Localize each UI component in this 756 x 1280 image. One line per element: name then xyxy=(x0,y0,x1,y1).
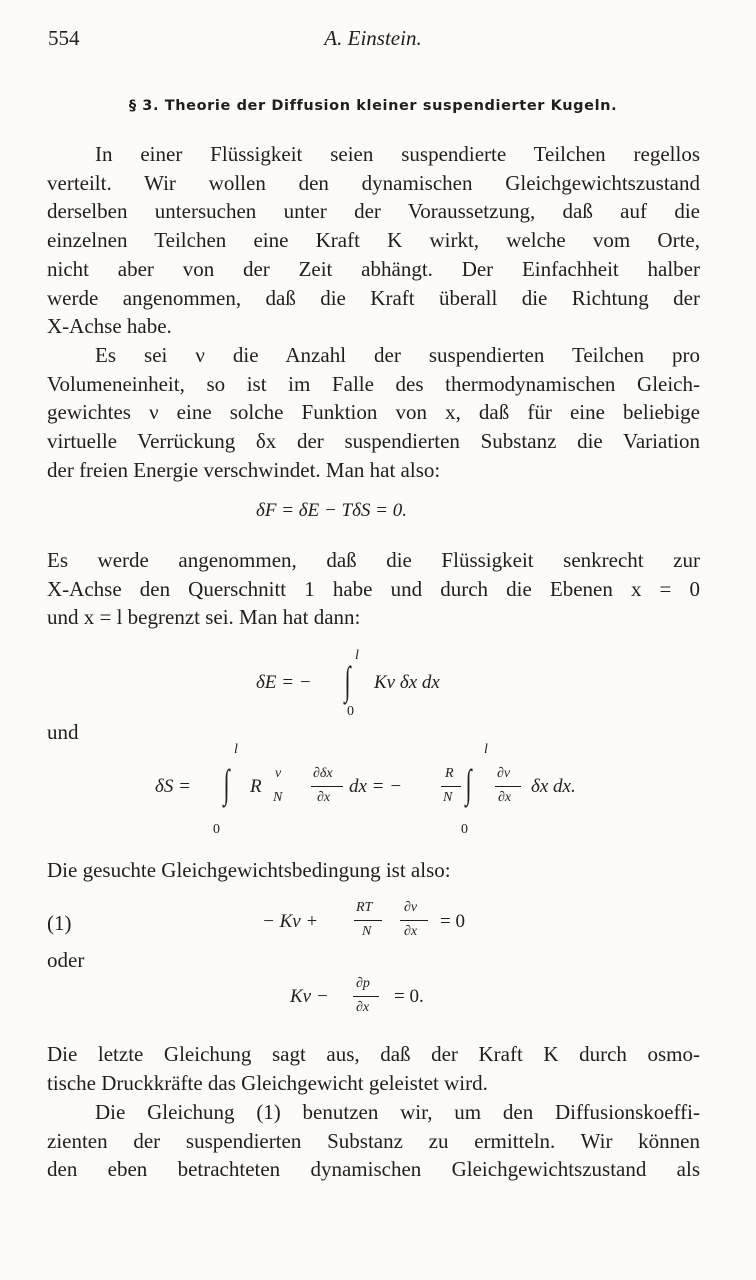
integral-lower-limit: 0 xyxy=(213,822,220,837)
fraction-numerator: RT xyxy=(356,900,373,915)
fraction-numerator: ∂ν xyxy=(497,766,511,781)
fraction-numerator: ∂p xyxy=(356,976,370,991)
paragraph-4: Die gesuchte Gleichgewichtsbedingung ist also: xyxy=(47,858,451,882)
equation-rhs: = 0. xyxy=(394,986,424,1007)
paragraph-3 xyxy=(47,546,700,632)
paragraph-6 xyxy=(47,1098,700,1184)
fraction-denominator: N xyxy=(362,924,372,939)
text-line: verteilt. Wir wollen den dynamischen Gleichgewichtszustand xyxy=(47,170,700,195)
integral-sign: ∫ xyxy=(344,658,351,703)
equation-2 xyxy=(290,976,470,1026)
integral-lower-limit: 0 xyxy=(347,704,354,719)
fraction-numerator: ν xyxy=(275,766,282,781)
fraction-denominator: ∂x xyxy=(404,924,418,939)
und-label: und xyxy=(47,720,79,744)
fraction-numerator: ∂ν xyxy=(404,900,418,915)
fraction-denominator: ∂x xyxy=(317,790,331,805)
integral-upper-limit: l xyxy=(355,648,359,663)
differential: dx = − xyxy=(349,776,403,797)
oder-label: oder xyxy=(47,948,85,972)
text-line: einzelnen Teilchen eine Kraft K wirkt, welche vom Orte, xyxy=(47,228,700,253)
equation-free-energy: δF = δE − TδS = 0. xyxy=(256,500,407,521)
equation-1 xyxy=(262,900,502,950)
running-head: A. Einstein. xyxy=(324,26,422,50)
equation-lhs: Kν − xyxy=(290,986,329,1007)
integral-upper-limit: l xyxy=(234,742,238,757)
text-line: nicht aber von der Zeit abhängt. Der Einfachheit halber xyxy=(47,256,700,281)
constant-r: R xyxy=(250,776,262,797)
fraction-denominator: ∂x xyxy=(498,790,512,805)
text-line: Es sei ν die Anzahl der suspendierten Teilchen pro xyxy=(95,343,700,367)
paragraph-1 xyxy=(47,140,700,341)
page-number: 554 xyxy=(48,26,80,50)
integral-sign: ∫ xyxy=(223,761,230,806)
text-line: X-Achse den Querschnitt 1 habe und durch die Ebenen x = 0 xyxy=(47,576,700,601)
fraction-bar xyxy=(353,996,379,997)
fraction-numerator: R xyxy=(445,766,454,781)
equation-lhs: − Kν + xyxy=(262,911,319,932)
equation-number: (1) xyxy=(47,911,72,935)
equation-rhs: = 0 xyxy=(440,911,465,932)
text-line: gewichtes ν eine solche Funktion von x, daß für eine beliebige xyxy=(47,400,700,425)
equation-lhs: δS = xyxy=(155,776,191,797)
text-line: der freien Energie verschwindet. Man hat also: xyxy=(47,457,441,482)
text-line: und x = l begrenzt sei. Man hat dann: xyxy=(47,605,361,630)
equation-delta-e xyxy=(256,648,516,728)
fraction-denominator: N xyxy=(273,790,283,805)
text-line: derselben untersuchen unter der Voraussetzung, daß auf die xyxy=(47,199,700,224)
fraction-denominator: ∂x xyxy=(356,1000,370,1015)
text-line: Es werde angenommen, daß die Flüssigkeit senkrecht zur xyxy=(47,548,700,572)
fraction-bar xyxy=(441,786,461,787)
equation-lhs: δE = − xyxy=(256,672,312,693)
section-title: § 3. Theorie der Diffusion kleiner suspendierter Kugeln. xyxy=(128,98,618,114)
fraction-denominator: N xyxy=(443,790,453,805)
integral-upper-limit: l xyxy=(484,742,488,757)
fraction-bar xyxy=(400,920,428,921)
text-line: werde angenommen, daß die Kraft überall die Richtung der xyxy=(47,285,700,310)
text-line: den eben betrachteten dynamischen Gleichgewichtszustand als xyxy=(47,1157,700,1182)
text-line: In einer Flüssigkeit seien suspendierte Teilchen regellos xyxy=(95,142,700,166)
fraction-bar xyxy=(354,920,382,921)
text-line: X-Achse habe. xyxy=(47,314,172,339)
text-line: Die Gleichung (1) benutzen wir, um den Diffusionskoeffi- xyxy=(95,1100,700,1124)
integrand: Kν δx dx xyxy=(374,672,440,693)
text-line: tische Druckkräfte das Gleichgewicht geleistet wird. xyxy=(47,1070,488,1095)
integral-lower-limit: 0 xyxy=(461,822,468,837)
paragraph-5 xyxy=(47,1040,700,1097)
paragraph-2 xyxy=(47,341,700,485)
text-line: zienten der suspendierten Substanz zu ermitteln. Wir können xyxy=(47,1128,700,1153)
equation-delta-s xyxy=(155,742,625,838)
text-line: Die letzte Gleichung sagt aus, daß der Kraft K durch osmo- xyxy=(47,1042,700,1066)
text-line: Volumeneinheit, so ist im Falle des thermodynamischen Gleich- xyxy=(47,371,700,396)
text-line: virtuelle Verrückung δx der suspendierten Substanz die Variation xyxy=(47,429,700,454)
page-header xyxy=(48,26,698,56)
differential: δx dx. xyxy=(531,776,576,797)
integral-sign: ∫ xyxy=(465,761,472,806)
fraction-bar xyxy=(495,786,521,787)
fraction-numerator: ∂δx xyxy=(313,766,333,781)
fraction-bar xyxy=(311,786,343,787)
